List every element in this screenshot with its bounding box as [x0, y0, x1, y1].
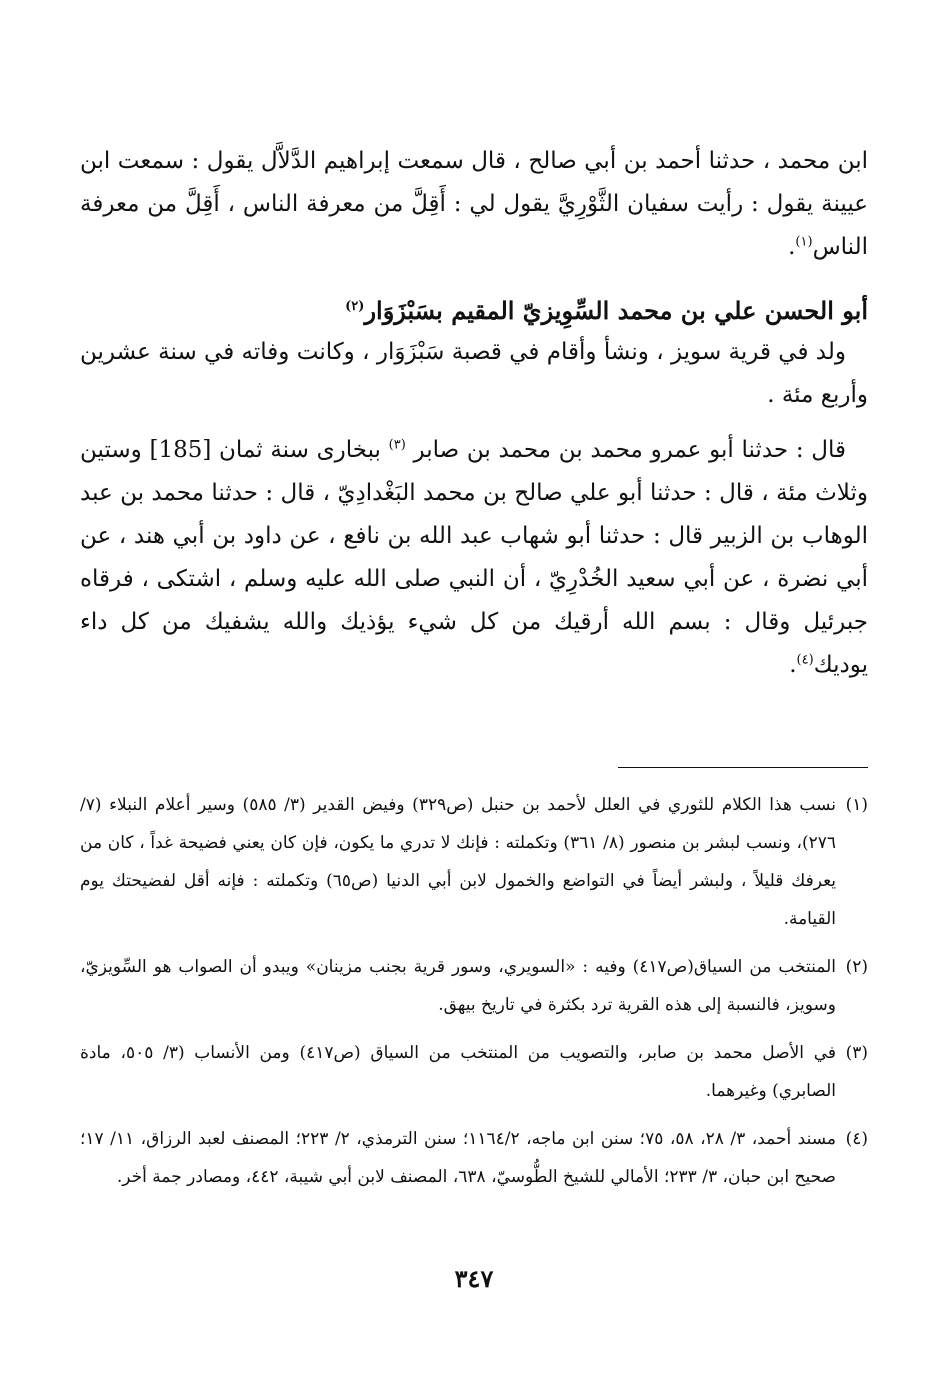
footnote-text: مسند أحمد، ٣/ ٢٨، ٥٨، ٧٥؛ سنن ابن ماجه، ١١٦٤/٢؛ سنن الترمذي، ٢/ ٢٢٣؛ المصنف لعبد الرزاق، ١١/ ١٧؛ صحيح ابن حبان، ٣/ ٢٣٣؛ الأمالي للشيخ الطُّوسيّ، ٦٣٨، المصنف لابن أبي شيبة، ٤٤٢، ومصادر جمة أخر. — [80, 1129, 836, 1187]
footnote-2 — [80, 948, 868, 1024]
footnotes — [80, 786, 868, 1206]
paragraph-1-end: . — [788, 234, 796, 260]
paragraph-3-text-a: قال : حدثنا أبو عمرو محمد بن محمد بن صابر — [413, 437, 847, 463]
footnote-ref-2: (٢) — [345, 299, 365, 314]
footnote-text: نسب هذا الكلام للثوري في العلل لأحمد بن حنبل (ص٣٢٩) وفيض القدير (٣/ ٥٨٥) وسير أعلام النبلاء (٧/ ٢٧٦)، ونسب لبشر بن منصور (٨/ ٣٦١) وتكملته : فإنك لا تدري ما يكون، فإن كان يعني فضيحة غداً ، كان من يعرفك قليلاً ، ولبشر أيضاً في التواضع والخمول لابن أبي الدنيا (ص٦٥) وتكملته : فإنه أقل لفضيحتك يوم القيامة. — [80, 795, 837, 929]
footnote-number: (٣) — [845, 1043, 868, 1063]
paragraph-1 — [80, 140, 868, 269]
main-text — [80, 140, 868, 687]
footnote-number: (٤) — [845, 1129, 868, 1149]
footnote-ref-3: (٣) — [388, 437, 406, 453]
biography-heading — [80, 291, 868, 331]
footnote-text: المنتخب من السياق(ص٤١٧) وفيه : «السويري، وسور قرية بجنب مزينان» ويبدو أن الصواب هو السِّويزيّ، وسويز، فالنسبة إلى هذه القرية ترد بكثرة في تاريخ بيهق. — [80, 957, 837, 1015]
footnote-4 — [80, 1120, 868, 1196]
footnote-3 — [80, 1034, 868, 1110]
footnote-ref-4: (٤) — [796, 652, 814, 668]
footnote-ref-1: (١) — [795, 234, 813, 250]
paragraph-3 — [80, 429, 868, 687]
footnote-text: في الأصل محمد بن صابر، والتصويب من المنتخب من السياق (ص٤١٧) ومن الأنساب (٣/ ٥٠٥، مادة الصابري) وغيرهما. — [80, 1043, 836, 1101]
paragraph-3-text-b: ببخارى سنة ثمان [185] وستين وثلاث مئة ، قال : حدثنا أبو علي صالح بن محمد البَغْدادِيّ ، قال : حدثنا محمد بن عبد الوهاب بن الزبير قال : حدثنا أبو شهاب عبد الله بن نافع ، عن داود بن أبي هند ، عن أبي نضرة ، عن أبي سعيد الخُدْرِيّ ، أن النبي صلى الله عليه وسلم ، اشتكى ، فرقاه جبرئيل وقال : بسم الله أرقيك من كل شيء يؤذيك والله يشفيك من كل داء يوديك — [80, 437, 868, 678]
paragraph-2: ولد في قرية سويز ، ونشأ وأقام في قصبة سَبْزَوَار ، وكانت وفاته في سنة عشرين وأربع مئة . — [80, 339, 868, 408]
page-number: ٣٤٧ — [454, 1264, 494, 1293]
footnote-1 — [80, 786, 868, 938]
heading-text: أبو الحسن علي بن محمد السِّوِيزيّ المقيم بسَبْزَوَار — [364, 296, 868, 325]
paragraph-1-text: ابن محمد ، حدثنا أحمد بن أبي صالح ، قال سمعت إبراهيم الدَّلاَّل يقول : سمعت ابن عيينة يقول : رأيت سفيان الثَّوْرِيَّ يقول لي : أَقِلَّ من معرفة الناس ، أَقِلَّ من معرفة الناس — [80, 148, 868, 260]
paragraph-3-end: . — [789, 652, 797, 678]
footnote-number: (١) — [845, 795, 868, 815]
footnote-divider — [618, 767, 868, 768]
footnote-number: (٢) — [845, 957, 868, 977]
